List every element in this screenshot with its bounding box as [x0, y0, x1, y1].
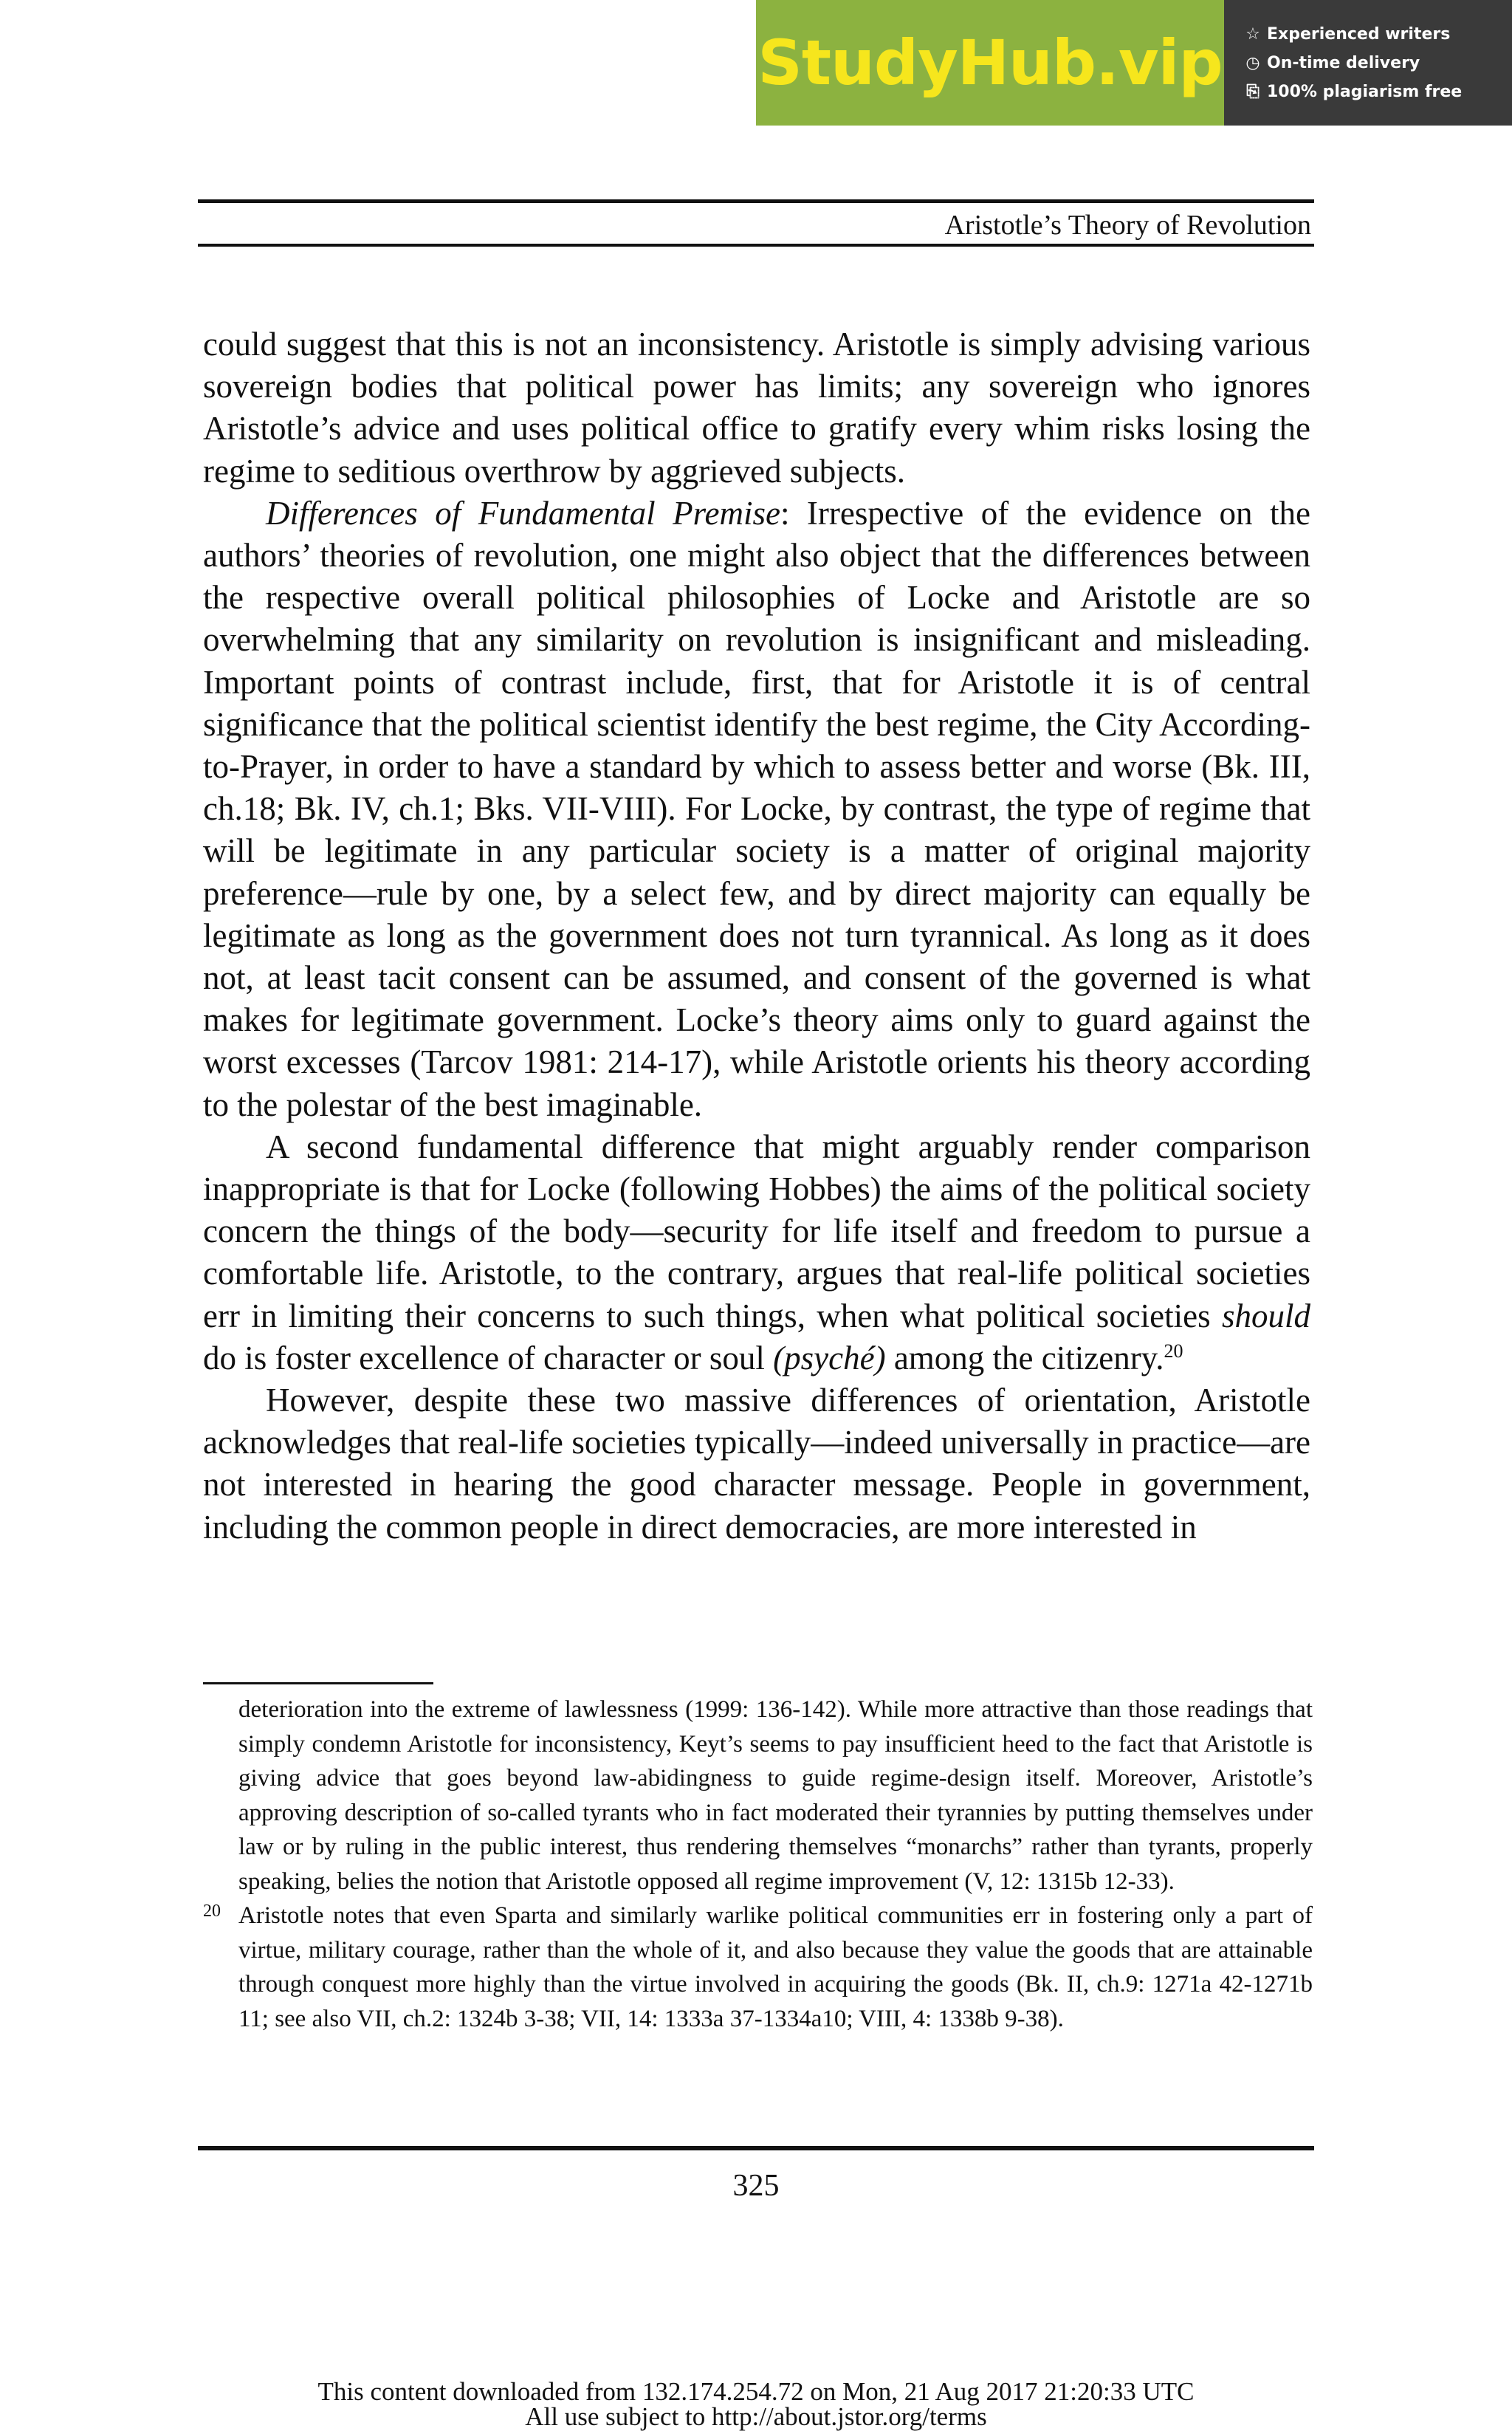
feature-experienced-writers — [1245, 25, 1512, 44]
paragraph-text: A second fundamental difference that might arguably render comparison inappropriate is that for Locke (following Hobbes) the aims of the political society concern the things of the body—security for life itself and freedom to pursue a comfortable life. Aristotle, to the contrary, argues that real-life political societies err in limiting their concerns to such things, when what political societies — [203, 1128, 1310, 1334]
banner-logo-area[interactable] — [756, 0, 1224, 126]
header-rule-top — [198, 199, 1314, 203]
paragraph: could suggest that this is not an inconsistency. Aristotle is simply advising various sovereign bodies that political power has limits; any sovereign who ignores Aristotle’s advice and uses political office to gratify every whim risks losing the regime to seditious overthrow by aggrieved subjects. — [203, 326, 1310, 490]
banner-features — [1224, 0, 1512, 126]
footnotes — [203, 1693, 1313, 2036]
page-number: 325 — [732, 2169, 780, 2203]
emphasis: (psyché) — [773, 1339, 886, 1376]
clock-icon: ◷ — [1245, 53, 1260, 72]
section-heading: Differences of Fundamental Premise — [266, 494, 780, 532]
footnote-text: Aristotle notes that even Sparta and similarly warlike political communities err in fostering only a part of virtue, military courage, rather than the whole of it, and also because they value the goods that are attainable through conquest more highly than the virtue involved in acquiring the goods (Bk. II, ch.9: 1271a 42-1271b 11; see also VII, ch.2: 1324b 3-38; VII, 14: 1333a 37-1334a10; VIII, 4: 1338b 9-38). — [238, 1902, 1313, 2032]
footnote-rule — [203, 1682, 433, 1684]
main-text — [203, 323, 1310, 1549]
feature-label: On-time delivery — [1267, 53, 1420, 72]
paragraph: However, despite these two massive differences of orientation, Aristotle acknowledges that real-life societies typically—indeed universally in practice—are not interested in hearing the good character message. People in government, including the common people in direct democracies, are more interested in — [203, 1382, 1310, 1546]
footer-rule — [198, 2146, 1314, 2150]
paragraph-text: among the citizenry. — [885, 1339, 1164, 1376]
feature-label: 100% plagiarism free — [1267, 82, 1463, 101]
jstor-terms-line[interactable]: All use subject to http://about.jstor.org/terms — [525, 2402, 987, 2431]
feature-on-time-delivery — [1245, 54, 1512, 72]
footnote-mark: 20 — [203, 1902, 221, 1921]
footnote-continued: deterioration into the extreme of lawlessness (1999: 136-142). While more attractive than those readings that simply condemn Aristotle for inconsistency, Keyt’s seems to pay insufficient heed to the fact that Aristotle is giving advice that goes beyond law-abidingness to guide regime-design itself. Moreover, Aristotle’s approving description of so-called tyrants who in fact moderated their tyrannies by putting themselves under law or by ruling in the public interest, thus rendering themselves “monarchs” rather than tyrants, properly speaking, belies the notion that Aristotle opposed all regime improvement (V, 12: 1315b 12-33). — [238, 1696, 1313, 1895]
star-icon: ☆ — [1245, 24, 1260, 44]
paragraph-text: do is foster excellence of character or soul — [203, 1339, 774, 1376]
footnote-ref-20[interactable]: 20 — [1164, 1340, 1183, 1362]
feature-plagiarism-free — [1245, 83, 1512, 101]
jstor-download-line: This content downloaded from 132.174.254.72 on Mon, 21 Aug 2017 21:20:33 UTC — [317, 2377, 1195, 2406]
paragraph-text: : Irrespective of the evidence on the authors’ theories of revolution, one might also object that the differences between the respective overall political philosophies of Locke and Aristotle are so overwhelming that any similarity on revolution is insignificant and misleading. Important points of contrast include, first, that for Aristotle it is of central significance that the political scientist identify the best regime, the City According-to-Prayer, in order to have a standard by which to assess better and worse (Bk. III, ch.18; Bk. IV, ch.1; Bks. VII-VIII). For Locke, by contrast, the type of regime that will be legitimate in any particular society is a matter of original majority preference—rule by one, by a select few, and by direct majority can equally be legitimate as long as the government does not turn tyrannical. As long as it does not, at least tacit consent can be assumed, and consent of the governed is what makes for legitimate government. Locke’s theory aims only to guard against the worst excesses (Tarcov 1981: 214-17), while Aristotle orients his theory according to the polestar of the best imaginable. — [203, 494, 1310, 1123]
studyhub-logo[interactable]: StudyHub.vip — [757, 27, 1223, 99]
paragraph — [203, 493, 1310, 1126]
studyhub-banner[interactable] — [756, 0, 1512, 126]
emphasis: should — [1221, 1297, 1310, 1334]
running-head: Aristotle’s Theory of Revolution — [944, 210, 1311, 241]
feature-label: Experienced writers — [1267, 24, 1451, 44]
document-icon: ⎘ — [1246, 82, 1260, 101]
paragraph — [203, 1126, 1310, 1379]
header-rule-bottom — [198, 244, 1314, 247]
footnote-20 — [203, 1899, 1313, 2036]
